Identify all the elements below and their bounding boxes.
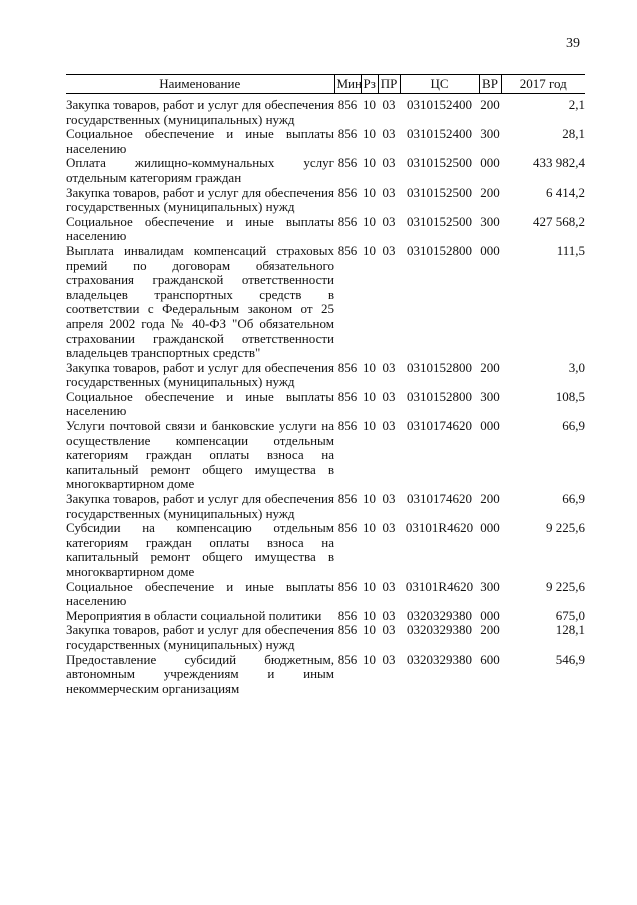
cell-cs: 0310152400: [407, 126, 472, 142]
cell-vr: 300: [480, 126, 500, 142]
cell-rz: 10: [363, 607, 376, 623]
budget-table: [66, 74, 585, 696]
table-row: [66, 492, 585, 521]
cell-pr: 03: [382, 607, 396, 623]
cell-cs: 0310152400: [407, 97, 472, 112]
header-pr: ПР: [378, 75, 400, 94]
table-row: [66, 244, 585, 361]
cell-min: 856: [337, 520, 358, 536]
cell-cs: 03101R4620: [405, 520, 474, 536]
cell-pr: 03: [382, 242, 396, 258]
table-row: [66, 127, 585, 156]
cell-name: Услуги почтовой связи и банковские услуги на осуществление компенсации отдельным категориям граждан оплаты взноса на капитальный ремонт общего имущества в многоквартирном доме: [66, 418, 334, 492]
cell-pr: 03: [382, 97, 396, 112]
cell-name: Социальное обеспечение и иные выплаты населению: [66, 126, 334, 156]
table-row: [66, 94, 585, 128]
cell-min: 856: [337, 622, 358, 638]
cell-rz: 10: [363, 97, 376, 112]
cell-pr: 03: [382, 578, 396, 594]
cell-min: 856: [337, 578, 358, 594]
header-rz: Рз: [361, 75, 378, 94]
cell-name: Социальное обеспечение и иные выплаты населению: [66, 388, 334, 419]
cell-cs: 0310152500: [407, 184, 472, 200]
cell-amount: 6 414,2: [546, 184, 585, 200]
cell-amount: 433 982,4: [533, 155, 585, 171]
cell-vr: 000: [480, 520, 500, 536]
page-number: 39: [566, 36, 580, 51]
cell-cs: 0310152800: [407, 359, 472, 375]
cell-amount: 66,9: [562, 418, 585, 434]
cell-vr: 000: [480, 418, 500, 434]
cell-pr: 03: [382, 622, 396, 638]
table-row: [66, 521, 585, 579]
table-row: [66, 361, 585, 390]
cell-rz: 10: [363, 520, 376, 536]
table-body: [66, 94, 585, 697]
table-row: [66, 609, 585, 624]
cell-min: 856: [337, 155, 358, 171]
table-row: [66, 623, 585, 652]
cell-amount: 675,0: [555, 607, 585, 623]
table-row: [66, 215, 585, 244]
cell-cs: 0310152500: [407, 213, 472, 229]
cell-vr: 000: [480, 242, 500, 258]
cell-min: 856: [337, 359, 358, 375]
cell-vr: 300: [480, 578, 500, 594]
cell-rz: 10: [363, 184, 376, 200]
cell-min: 856: [337, 607, 358, 623]
cell-rz: 10: [363, 242, 376, 258]
cell-amount: 546,9: [555, 651, 585, 667]
cell-vr: 300: [480, 388, 500, 404]
cell-cs: 03101R4620: [405, 578, 474, 594]
cell-amount: 111,5: [556, 242, 585, 258]
cell-pr: 03: [382, 155, 396, 171]
cell-vr: 200: [480, 97, 500, 112]
cell-name: Закупка товаров, работ и услуг для обеспечения государственных (муниципальных) нужд: [66, 491, 334, 521]
cell-min: 856: [337, 388, 358, 404]
cell-vr: 200: [480, 491, 500, 507]
cell-vr: 200: [480, 622, 500, 638]
cell-name: Социальное обеспечение и иные выплаты населению: [66, 578, 334, 609]
cell-name: Закупка товаров, работ и услуг для обеспечения государственных (муниципальных) нужд: [66, 184, 334, 215]
table-row: [66, 580, 585, 609]
cell-min: 856: [337, 242, 358, 258]
cell-rz: 10: [363, 388, 376, 404]
cell-name: Оплата жилищно-коммунальных услуг отдельным категориям граждан: [66, 155, 334, 185]
cell-pr: 03: [382, 359, 396, 375]
table-row: [66, 419, 585, 492]
cell-min: 856: [337, 491, 358, 507]
cell-amount: 2,1: [568, 97, 585, 112]
cell-pr: 03: [382, 651, 396, 667]
cell-rz: 10: [363, 126, 376, 142]
cell-vr: 000: [480, 607, 500, 623]
cell-amount: 28,1: [562, 126, 585, 142]
cell-amount: 9 225,6: [546, 520, 585, 536]
cell-pr: 03: [382, 388, 396, 404]
header-vr: ВР: [479, 75, 501, 94]
cell-cs: 0310152800: [407, 242, 472, 258]
cell-pr: 03: [382, 213, 396, 229]
cell-pr: 03: [382, 520, 396, 536]
cell-name: Мероприятия в области социальной политики: [66, 607, 322, 623]
cell-cs: 0320329380: [407, 622, 472, 638]
table-row: [66, 186, 585, 215]
cell-amount: 128,1: [555, 622, 585, 638]
cell-cs: 0320329380: [407, 607, 472, 623]
cell-cs: 0310174620: [407, 418, 472, 434]
cell-name: Выплата инвалидам компенсаций страховых премий по договорам обязательного страхования гражданской ответственности владельцев транспортных средств в соответствии с Федеральным законом от 25 апреля 2002 года № 40-ФЗ "Об обязательном страховании гражданской ответственности владельцев транспортных средств": [66, 242, 334, 361]
cell-min: 856: [337, 651, 358, 667]
cell-min: 856: [337, 97, 358, 112]
cell-rz: 10: [363, 418, 376, 434]
header-min: Мин: [334, 75, 361, 94]
cell-name: Закупка товаров, работ и услуг для обеспечения государственных (муниципальных) нужд: [66, 97, 334, 127]
cell-vr: 000: [480, 155, 500, 171]
table-header: [66, 75, 585, 94]
table-row: [66, 156, 585, 185]
cell-rz: 10: [363, 359, 376, 375]
header-name: Наименование: [66, 75, 334, 94]
cell-cs: 0320329380: [407, 651, 472, 667]
cell-min: 856: [337, 126, 358, 142]
cell-min: 856: [337, 418, 358, 434]
cell-name: Закупка товаров, работ и услуг для обеспечения государственных (муниципальных) нужд: [66, 622, 334, 652]
cell-pr: 03: [382, 184, 396, 200]
table-row: [66, 390, 585, 419]
cell-rz: 10: [363, 622, 376, 638]
cell-pr: 03: [382, 491, 396, 507]
cell-rz: 10: [363, 651, 376, 667]
cell-rz: 10: [363, 491, 376, 507]
cell-name: Социальное обеспечение и иные выплаты населению: [66, 213, 334, 244]
cell-name: Предоставление субсидий бюджетным, автономным учреждениям и иным некоммерческим организациям: [66, 651, 334, 696]
cell-name: Закупка товаров, работ и услуг для обеспечения государственных (муниципальных) нужд: [66, 359, 334, 390]
cell-cs: 0310152800: [407, 388, 472, 404]
table-row: [66, 653, 585, 697]
cell-min: 856: [337, 184, 358, 200]
cell-pr: 03: [382, 418, 396, 434]
cell-name: Субсидии на компенсацию отдельным категориям граждан оплаты взноса на капитальный ремонт общего имущества в многоквартирном доме: [66, 520, 334, 579]
cell-vr: 200: [480, 184, 500, 200]
header-year: 2017 год: [501, 75, 585, 94]
header-cs: ЦС: [400, 75, 479, 94]
cell-amount: 9 225,6: [546, 578, 585, 594]
cell-vr: 600: [480, 651, 500, 667]
cell-cs: 0310174620: [407, 491, 472, 507]
cell-vr: 200: [480, 359, 500, 375]
cell-rz: 10: [363, 213, 376, 229]
cell-amount: 108,5: [555, 388, 585, 404]
cell-rz: 10: [363, 155, 376, 171]
cell-min: 856: [337, 213, 358, 229]
cell-vr: 300: [480, 213, 500, 229]
cell-amount: 3,0: [568, 359, 585, 375]
cell-pr: 03: [382, 126, 396, 142]
cell-amount: 66,9: [562, 491, 585, 507]
cell-amount: 427 568,2: [533, 213, 585, 229]
cell-rz: 10: [363, 578, 376, 594]
cell-cs: 0310152500: [407, 155, 472, 171]
